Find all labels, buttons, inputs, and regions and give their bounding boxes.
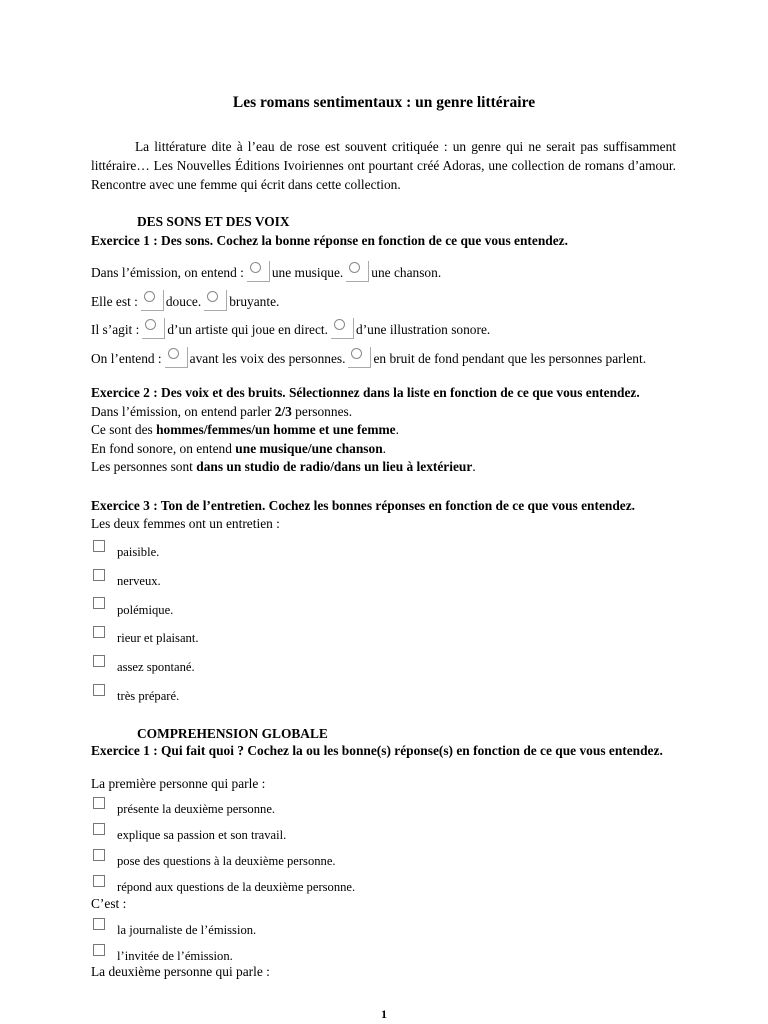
radio-option[interactable]	[165, 347, 189, 369]
exercise1-title: Exercice 1 : Des sons. Cochez la bonne réponse en fonction de ce que vous entendez.	[91, 233, 568, 248]
checkbox[interactable]	[93, 597, 105, 609]
radio-label: une musique.	[271, 265, 344, 280]
checkbox-label: polémique.	[117, 603, 174, 617]
ex2-text: .	[382, 441, 387, 456]
intro-text: La littérature dite à l’eau de rose est souvent critiquée : un genre qui ne serait pas suffisamment littéraire… Les Nouvelles Éditions Ivoiriennes ont pourtant créé Adoras, une collection de romans d’amour. Rencontre avec une femme qui écrit dans cette collection.	[91, 139, 676, 192]
ex1-row-3	[91, 318, 490, 340]
ex2-text: Ce sont des	[91, 422, 157, 437]
ex2-text: personnes.	[291, 404, 353, 419]
checkbox[interactable]	[93, 655, 105, 667]
checkbox[interactable]	[93, 823, 105, 835]
checkbox-label: paisible.	[117, 545, 160, 559]
ex2-text: Dans l’émission, on entend parler	[91, 404, 275, 419]
checkbox[interactable]	[93, 918, 105, 930]
ex2-line	[91, 422, 399, 438]
question-cest: C’est :	[91, 896, 127, 911]
checkbox-label: nerveux.	[117, 574, 161, 588]
ex2-select[interactable]: 2/3	[274, 404, 292, 419]
radio-option[interactable]	[142, 318, 166, 340]
checkbox[interactable]	[93, 797, 105, 809]
ex2-text: En fond sonore, on entend	[91, 441, 236, 456]
checkbox-label: rieur et plaisant.	[117, 631, 199, 645]
page-title: Les romans sentimentaux : un genre littéraire	[232, 94, 536, 111]
ex2-text: .	[472, 459, 476, 474]
ex3-intro: Les deux femmes ont un entretien :	[91, 516, 280, 531]
section-heading-comprehension: COMPREHENSION GLOBALE	[137, 726, 328, 741]
radio-option[interactable]	[331, 318, 355, 340]
radio-option[interactable]	[346, 261, 370, 283]
checkbox-label: très préparé.	[117, 689, 180, 703]
checkbox[interactable]	[93, 875, 105, 887]
ex2-line	[91, 459, 476, 475]
checkbox-label: répond aux questions de la deuxième personne.	[117, 880, 356, 894]
ex2-select[interactable]: dans un studio de radio/dans un lieu à lextérieur	[196, 459, 473, 474]
ex1-row-2	[91, 290, 279, 312]
ex1-row-prefix: Dans l’émission, on entend :	[91, 265, 244, 280]
checkbox-label: assez spontané.	[117, 660, 195, 674]
page-number: 1	[381, 1007, 387, 1021]
radio-label: d’un artiste qui joue en direct.	[167, 322, 328, 337]
ex2-text: Les personnes sont	[91, 459, 197, 474]
ex1-row-prefix: Il s’agit :	[91, 322, 140, 337]
ex1-row-4	[91, 347, 646, 369]
radio-label: une chanson.	[371, 265, 442, 280]
radio-label: bruyante.	[229, 294, 280, 309]
checkbox-label: explique sa passion et son travail.	[117, 828, 287, 842]
radio-label: en bruit de fond pendant que les personnes parlent.	[373, 351, 647, 366]
ex2-line	[91, 441, 386, 457]
checkbox[interactable]	[93, 684, 105, 696]
question-first-speaker: La première personne qui parle :	[91, 776, 266, 791]
ex2-select[interactable]: hommes/femmes/un homme et une femme	[156, 422, 396, 437]
radio-option[interactable]	[204, 290, 228, 312]
checkbox-label: pose des questions à la deuxième personne.	[117, 854, 336, 868]
radio-label: d’une illustration sonore.	[356, 322, 491, 337]
ex2-text: .	[395, 422, 399, 437]
checkbox-label: présente la deuxième personne.	[117, 802, 276, 816]
ex1-row-prefix: Elle est :	[91, 294, 138, 309]
checkbox[interactable]	[93, 944, 105, 956]
radio-option[interactable]	[141, 290, 165, 312]
ex2-line	[91, 404, 352, 420]
checkbox[interactable]	[93, 626, 105, 638]
checkbox[interactable]	[93, 540, 105, 552]
radio-label: douce.	[165, 294, 202, 309]
question-second-speaker: La deuxième personne qui parle :	[91, 964, 270, 979]
radio-option[interactable]	[247, 261, 271, 283]
exercise3-title: Exercice 3 : Ton de l’entretien. Cochez les bonnes réponses en fonction de ce que vous entendez.	[91, 498, 636, 513]
checkbox-label: la journaliste de l’émission.	[117, 923, 257, 937]
checkbox-label: l’invitée de l’émission.	[117, 949, 233, 963]
radio-label: avant les voix des personnes.	[189, 351, 346, 366]
ex1-row-prefix: On l’entend :	[91, 351, 162, 366]
radio-option[interactable]	[348, 347, 372, 369]
comprehension-exercise1-title: Exercice 1 : Qui fait quoi ? Cochez la ou les bonne(s) réponse(s) en fonction de ce que vous entendez.	[91, 743, 663, 758]
section-heading-sons: DES SONS ET DES VOIX	[137, 214, 290, 229]
exercise2-title: Exercice 2 : Des voix et des bruits. Sélectionnez dans la liste en fonction de ce que vous entendez.	[91, 385, 640, 400]
checkbox[interactable]	[93, 569, 105, 581]
checkbox[interactable]	[93, 849, 105, 861]
ex1-row-1	[91, 261, 441, 283]
ex2-select[interactable]: une musique/une chanson	[235, 441, 383, 456]
intro-paragraph	[91, 137, 676, 194]
